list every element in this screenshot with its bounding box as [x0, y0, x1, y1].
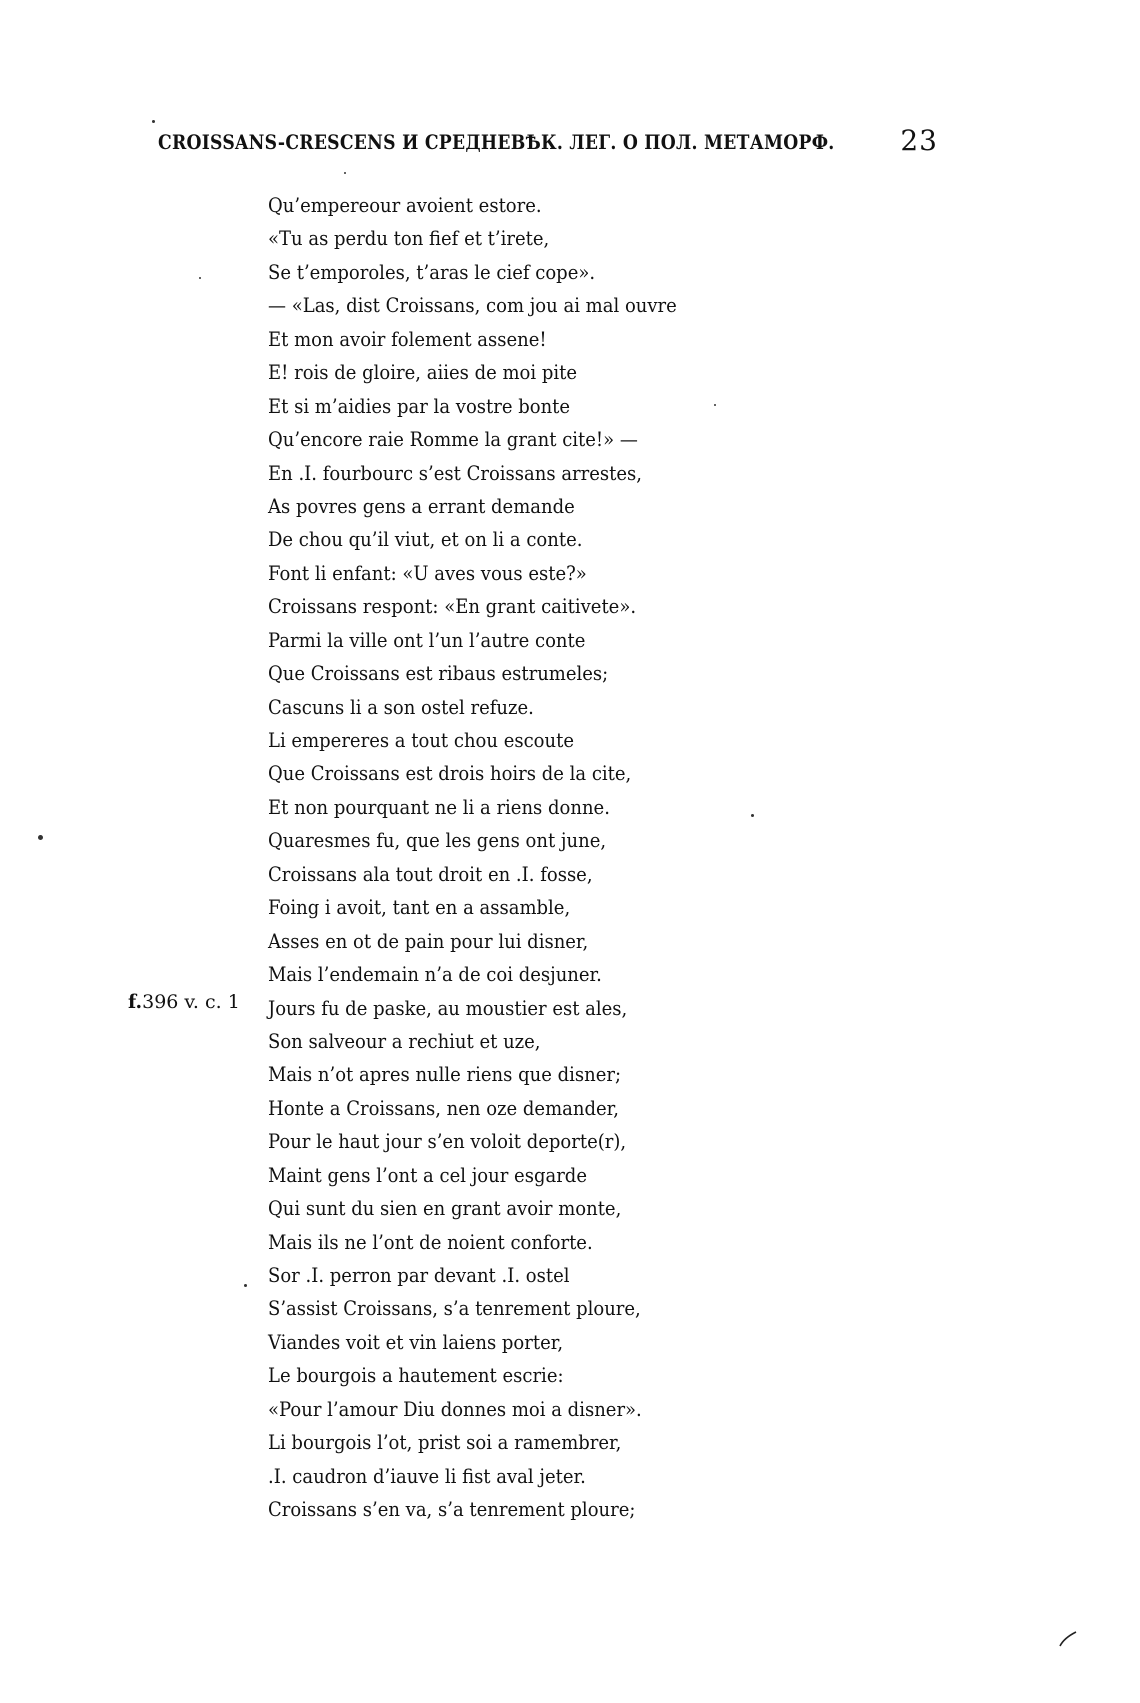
running-header	[158, 118, 938, 158]
verse-line: Mais l’endemain n’a de coi desjuner.	[268, 962, 602, 987]
verse-line: Se t’emporoles, t’aras le cief cope».	[268, 259, 596, 284]
verse-line: Jours fu de paske, au moustier est ales,	[268, 995, 628, 1020]
verse-line: Croissans respont: «En grant caitivete».	[268, 594, 637, 619]
verse-line: Qu’encore raie Romme la grant cite!» —	[268, 427, 638, 452]
scan-speck	[38, 835, 43, 840]
running-title: CROISSANS-CRESCENS И СРЕДНЕВѢК. ЛЕГ. О ПОЛ. МЕТАМОРФ.	[158, 130, 835, 154]
folio-reference	[128, 986, 240, 1019]
verse-line: Maint gens l’ont a cel jour esgarde	[268, 1162, 587, 1187]
verse-line: — «Las, dist Croissans, com jou ai mal ouvre	[268, 293, 677, 318]
verse-line: Croissans ala tout droit en .I. fosse,	[268, 861, 593, 886]
verse-line: Mais ils ne l’ont de noient conforte.	[268, 1229, 593, 1254]
verse-line: Qu’empereour avoient estore.	[268, 193, 542, 217]
verse-line: Sor .I. perron par devant .I. ostel	[268, 1263, 570, 1287]
verse-line: De chou qu’il viut, et on li a conte.	[268, 527, 583, 552]
verse-line: En .I. fourbourc s’est Croissans arrestes,	[268, 460, 642, 485]
folio-number: 396 v. c. 1	[142, 991, 240, 1013]
verse-line: Le bourgois a hautement escrie:	[268, 1363, 564, 1388]
verse-line: Li bourgois l’ot, prist soi a ramembrer,	[268, 1430, 622, 1455]
verse-line: Que Croissans est drois hoirs de la cite,	[268, 761, 632, 786]
verse-line: Parmi la ville ont l’un l’autre conte	[268, 627, 586, 652]
verse-line: Honte a Croissans, nen oze demander,	[268, 1095, 619, 1120]
verse-line: Cascuns li a son ostel refuze.	[268, 694, 534, 719]
scan-speck	[199, 277, 201, 279]
verse-line: As povres gens a errant demande	[268, 493, 575, 518]
verse-line: Asses en ot de pain pour lui disner,	[268, 928, 589, 953]
folio-abbreviation: f.	[128, 991, 143, 1013]
verse-line: Mais n’ot apres nulle riens que disner;	[268, 1062, 622, 1087]
scan-speck	[751, 814, 754, 817]
verse-line: .I. caudron d’iauve li fist aval jeter.	[268, 1463, 586, 1488]
verse-line: Croissans s’en va, s’a tenrement ploure;	[268, 1497, 636, 1522]
verse-line: Qui sunt du sien en grant avoir monte,	[268, 1196, 622, 1221]
scan-speck	[152, 120, 155, 123]
verse-line: Viandes voit et vin laiens porter,	[268, 1329, 564, 1354]
verse-line: «Tu as perdu ton fief et t’irete,	[268, 226, 550, 251]
scan-speck	[244, 1284, 247, 1287]
verse-line: Quaresmes fu, que les gens ont june,	[268, 828, 607, 853]
verse-line: Pour le haut jour s’en voloit deporte(r),	[268, 1129, 627, 1154]
verse-line: Font li enfant: «U aves vous este?»	[268, 560, 587, 585]
verse-line: Son salveour a rechiut et uze,	[268, 1028, 541, 1053]
verse-line: Que Croissans est ribaus estrumeles;	[268, 661, 609, 686]
verse-line: S’assist Croissans, s’a tenrement ploure,	[268, 1296, 641, 1321]
verse-line: E! rois de gloire, aiies de moi pite	[268, 360, 578, 385]
page-number: 23	[900, 124, 938, 157]
verse-line: Li empereres a tout chou escoute	[268, 728, 574, 752]
verse-line: «Pour l’amour Diu donnes moi a disner».	[268, 1396, 642, 1421]
verse-line: Et non pourquant ne li a riens donne.	[268, 794, 610, 819]
verse-line: Et si m’aidies par la vostre bonte	[268, 393, 571, 418]
verse-line: Foing i avoit, tant en a assamble,	[268, 895, 571, 920]
scan-speck	[344, 172, 346, 174]
verse-text	[268, 189, 868, 1527]
verse-line: Et mon avoir folement assene!	[268, 326, 547, 351]
pen-mark-icon	[1058, 1628, 1078, 1648]
scan-speck	[714, 404, 716, 406]
